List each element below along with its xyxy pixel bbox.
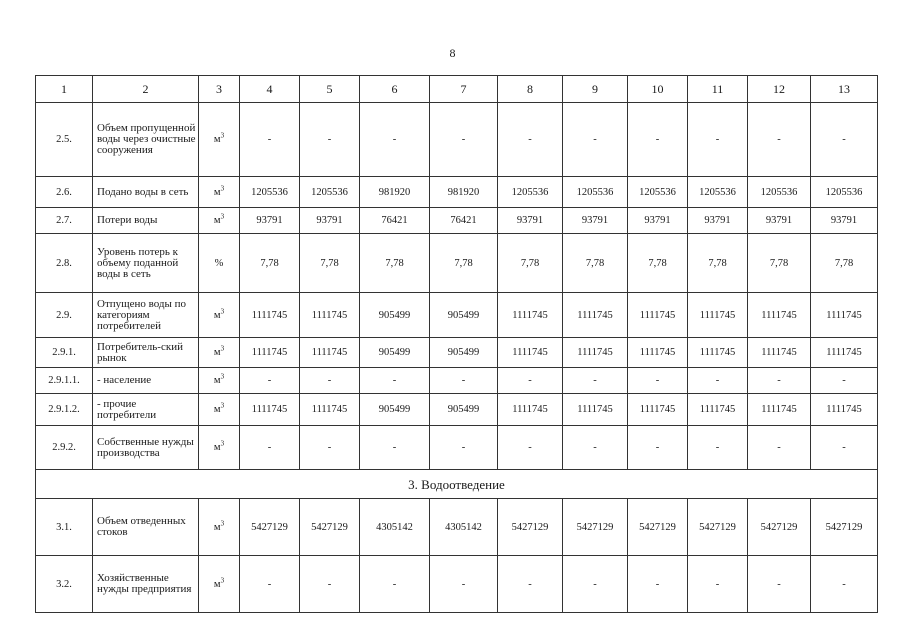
value-cell: 5427129 xyxy=(748,499,811,556)
value-cell: 7,78 xyxy=(360,234,430,293)
unit-superscript: 3 xyxy=(220,576,225,584)
unit-text: м xyxy=(213,134,221,145)
value-cell: 1111745 xyxy=(688,338,748,368)
row-code: 2.9. xyxy=(36,293,93,338)
header-cell: 1 xyxy=(36,76,93,103)
table-row xyxy=(36,293,878,338)
page-number: 8 xyxy=(449,46,456,60)
value-cell: 1111745 xyxy=(240,338,300,368)
value-cell: 1111745 xyxy=(628,338,688,368)
value-cell: 93791 xyxy=(240,208,300,234)
row-name: - население xyxy=(93,368,199,394)
value-cell: 7,78 xyxy=(563,234,628,293)
value-cell: 7,78 xyxy=(811,234,878,293)
value-cell: 93791 xyxy=(300,208,360,234)
section-title: 3. Водоотведение xyxy=(36,470,878,499)
row-unit xyxy=(199,293,240,338)
value-cell: 5427129 xyxy=(563,499,628,556)
table-row xyxy=(36,499,878,556)
value-cell: 1111745 xyxy=(300,293,360,338)
header-cell: 2 xyxy=(93,76,199,103)
value-cell: - xyxy=(240,368,300,394)
value-cell: - xyxy=(563,426,628,470)
value-cell: - xyxy=(748,103,811,177)
row-unit xyxy=(199,338,240,368)
value-cell: - xyxy=(360,426,430,470)
value-cell: 4305142 xyxy=(430,499,498,556)
value-cell: - xyxy=(748,368,811,394)
unit-superscript: 3 xyxy=(220,212,225,221)
value-cell: 93791 xyxy=(498,208,563,234)
value-cell: 93791 xyxy=(688,208,748,234)
value-cell: 76421 xyxy=(360,208,430,234)
value-cell: 1111745 xyxy=(811,394,878,426)
value-cell: 905499 xyxy=(360,293,430,338)
table-row xyxy=(36,177,878,208)
table-row xyxy=(36,556,878,613)
value-cell: - xyxy=(498,556,563,613)
value-cell: 7,78 xyxy=(628,234,688,293)
value-cell: - xyxy=(811,103,878,177)
header-cell: 8 xyxy=(498,76,563,103)
value-cell: 1111745 xyxy=(688,293,748,338)
value-cell: 1111745 xyxy=(628,394,688,426)
row-code: 2.9.2. xyxy=(36,426,93,470)
value-cell: 1205536 xyxy=(811,177,878,208)
value-cell: 1111745 xyxy=(811,293,878,338)
value-cell: 1111745 xyxy=(748,293,811,338)
value-cell: - xyxy=(498,426,563,470)
row-unit xyxy=(199,426,240,470)
table-row xyxy=(36,103,878,177)
value-cell: 905499 xyxy=(430,394,498,426)
value-cell: - xyxy=(628,556,688,613)
value-cell: 5427129 xyxy=(688,499,748,556)
value-cell: 1111745 xyxy=(628,293,688,338)
value-cell: 981920 xyxy=(360,177,430,208)
table-row xyxy=(36,426,878,470)
table-row xyxy=(36,368,878,394)
table-row xyxy=(36,394,878,426)
unit-text: % xyxy=(214,257,224,269)
value-cell: 7,78 xyxy=(240,234,300,293)
unit-text: м xyxy=(213,375,221,386)
value-cell: - xyxy=(430,426,498,470)
table-row xyxy=(36,338,878,368)
value-cell: 1205536 xyxy=(628,177,688,208)
unit-text: м xyxy=(213,347,221,358)
unit-text: м xyxy=(213,215,221,226)
indicators-table xyxy=(35,75,878,613)
unit-superscript: 3 xyxy=(220,184,225,192)
value-cell: 1111745 xyxy=(498,394,563,426)
value-cell: - xyxy=(498,103,563,177)
value-cell: - xyxy=(360,103,430,177)
value-cell: - xyxy=(240,556,300,613)
row-name: Объем отведенных стоков xyxy=(93,499,199,556)
value-cell: - xyxy=(628,426,688,470)
value-cell: - xyxy=(748,556,811,613)
value-cell: 1111745 xyxy=(748,394,811,426)
value-cell: - xyxy=(360,556,430,613)
value-cell: 1111745 xyxy=(498,338,563,368)
row-name: - прочие потребители xyxy=(93,394,199,426)
unit-text: м xyxy=(213,521,221,533)
row-code: 2.9.1.2. xyxy=(36,394,93,426)
row-code: 2.6. xyxy=(36,177,93,208)
value-cell: 93791 xyxy=(748,208,811,234)
row-code: 2.9.1. xyxy=(36,338,93,368)
header-cell: 11 xyxy=(688,76,748,103)
value-cell: - xyxy=(300,426,360,470)
row-code: 2.5. xyxy=(36,103,93,177)
value-cell: 7,78 xyxy=(498,234,563,293)
header-cell: 10 xyxy=(628,76,688,103)
table-row xyxy=(36,234,878,293)
value-cell: - xyxy=(628,103,688,177)
row-name: Потребитель-ский рынок xyxy=(93,338,199,368)
value-cell: 93791 xyxy=(563,208,628,234)
unit-text: м xyxy=(213,442,221,453)
value-cell: - xyxy=(688,426,748,470)
row-name: Хозяйственные нужды предприятия xyxy=(93,556,199,613)
value-cell: - xyxy=(240,103,300,177)
row-unit xyxy=(199,368,240,394)
row-code: 3.1. xyxy=(36,499,93,556)
value-cell: - xyxy=(430,103,498,177)
value-cell: 1111745 xyxy=(300,338,360,368)
value-cell: 1111745 xyxy=(811,338,878,368)
unit-superscript: 3 xyxy=(220,307,225,315)
value-cell: 1111745 xyxy=(563,338,628,368)
value-cell: 1111745 xyxy=(498,293,563,338)
unit-text: м xyxy=(213,186,221,198)
unit-superscript: 3 xyxy=(220,401,225,410)
value-cell: 1205536 xyxy=(498,177,563,208)
value-cell: 7,78 xyxy=(688,234,748,293)
row-name: Собственные нужды производства xyxy=(93,426,199,470)
value-cell: 4305142 xyxy=(360,499,430,556)
value-cell: 5427129 xyxy=(498,499,563,556)
value-cell: 1205536 xyxy=(688,177,748,208)
value-cell: 1205536 xyxy=(300,177,360,208)
row-unit xyxy=(199,499,240,556)
header-cell: 6 xyxy=(360,76,430,103)
value-cell: - xyxy=(811,426,878,470)
value-cell: 1111745 xyxy=(563,293,628,338)
value-cell: 1111745 xyxy=(240,394,300,426)
row-unit xyxy=(199,103,240,177)
value-cell: 1205536 xyxy=(563,177,628,208)
row-unit xyxy=(199,394,240,426)
row-unit xyxy=(199,556,240,613)
value-cell: - xyxy=(300,103,360,177)
row-name: Отпущено воды по категориям потребителей xyxy=(93,293,199,338)
value-cell: 76421 xyxy=(430,208,498,234)
unit-superscript: 3 xyxy=(220,439,225,448)
unit-text: м xyxy=(213,578,221,590)
table-row xyxy=(36,208,878,234)
value-cell: - xyxy=(300,556,360,613)
value-cell: 905499 xyxy=(360,394,430,426)
value-cell: 1111745 xyxy=(300,394,360,426)
value-cell: 7,78 xyxy=(300,234,360,293)
value-cell: - xyxy=(360,368,430,394)
unit-superscript: 3 xyxy=(220,519,225,527)
value-cell: 5427129 xyxy=(628,499,688,556)
value-cell: - xyxy=(300,368,360,394)
value-cell: 905499 xyxy=(360,338,430,368)
value-cell: 1205536 xyxy=(240,177,300,208)
row-name: Объем пропущенной воды через очистные сооружения xyxy=(93,103,199,177)
row-unit xyxy=(199,234,240,293)
header-cell: 12 xyxy=(748,76,811,103)
row-code: 2.7. xyxy=(36,208,93,234)
row-unit xyxy=(199,177,240,208)
header-cell: 7 xyxy=(430,76,498,103)
header-cell: 5 xyxy=(300,76,360,103)
unit-text: м xyxy=(213,404,221,415)
value-cell: 7,78 xyxy=(748,234,811,293)
value-cell: 1205536 xyxy=(748,177,811,208)
section-row xyxy=(36,470,878,499)
value-cell: - xyxy=(811,556,878,613)
value-cell: 5427129 xyxy=(240,499,300,556)
value-cell: - xyxy=(430,368,498,394)
row-code: 2.8. xyxy=(36,234,93,293)
value-cell: 93791 xyxy=(628,208,688,234)
value-cell: 7,78 xyxy=(430,234,498,293)
value-cell: - xyxy=(811,368,878,394)
unit-text: м xyxy=(213,309,221,321)
value-cell: - xyxy=(498,368,563,394)
row-code: 2.9.1.1. xyxy=(36,368,93,394)
value-cell: 1111745 xyxy=(688,394,748,426)
unit-superscript: 3 xyxy=(220,372,225,381)
row-unit xyxy=(199,208,240,234)
unit-superscript: 3 xyxy=(220,131,225,140)
value-cell: - xyxy=(628,368,688,394)
row-name: Потери воды xyxy=(93,208,199,234)
value-cell: 93791 xyxy=(811,208,878,234)
row-name: Подано воды в сеть xyxy=(93,177,199,208)
unit-superscript: 3 xyxy=(220,344,225,353)
value-cell: - xyxy=(748,426,811,470)
value-cell: 905499 xyxy=(430,293,498,338)
value-cell: 981920 xyxy=(430,177,498,208)
value-cell: 1111745 xyxy=(563,394,628,426)
value-cell: 5427129 xyxy=(811,499,878,556)
header-cell: 4 xyxy=(240,76,300,103)
value-cell: - xyxy=(688,556,748,613)
header-cell: 13 xyxy=(811,76,878,103)
row-code: 3.2. xyxy=(36,556,93,613)
header-cell: 9 xyxy=(563,76,628,103)
value-cell: 1111745 xyxy=(240,293,300,338)
value-cell: - xyxy=(688,103,748,177)
value-cell: 5427129 xyxy=(300,499,360,556)
value-cell: - xyxy=(688,368,748,394)
row-name: Уровень потерь к объему поданной воды в сеть xyxy=(93,234,199,293)
value-cell: - xyxy=(430,556,498,613)
header-cell: 3 xyxy=(199,76,240,103)
value-cell: - xyxy=(563,368,628,394)
value-cell: 905499 xyxy=(430,338,498,368)
header-row xyxy=(36,76,878,103)
value-cell: - xyxy=(240,426,300,470)
value-cell: 1111745 xyxy=(748,338,811,368)
value-cell: - xyxy=(563,556,628,613)
value-cell: - xyxy=(563,103,628,177)
